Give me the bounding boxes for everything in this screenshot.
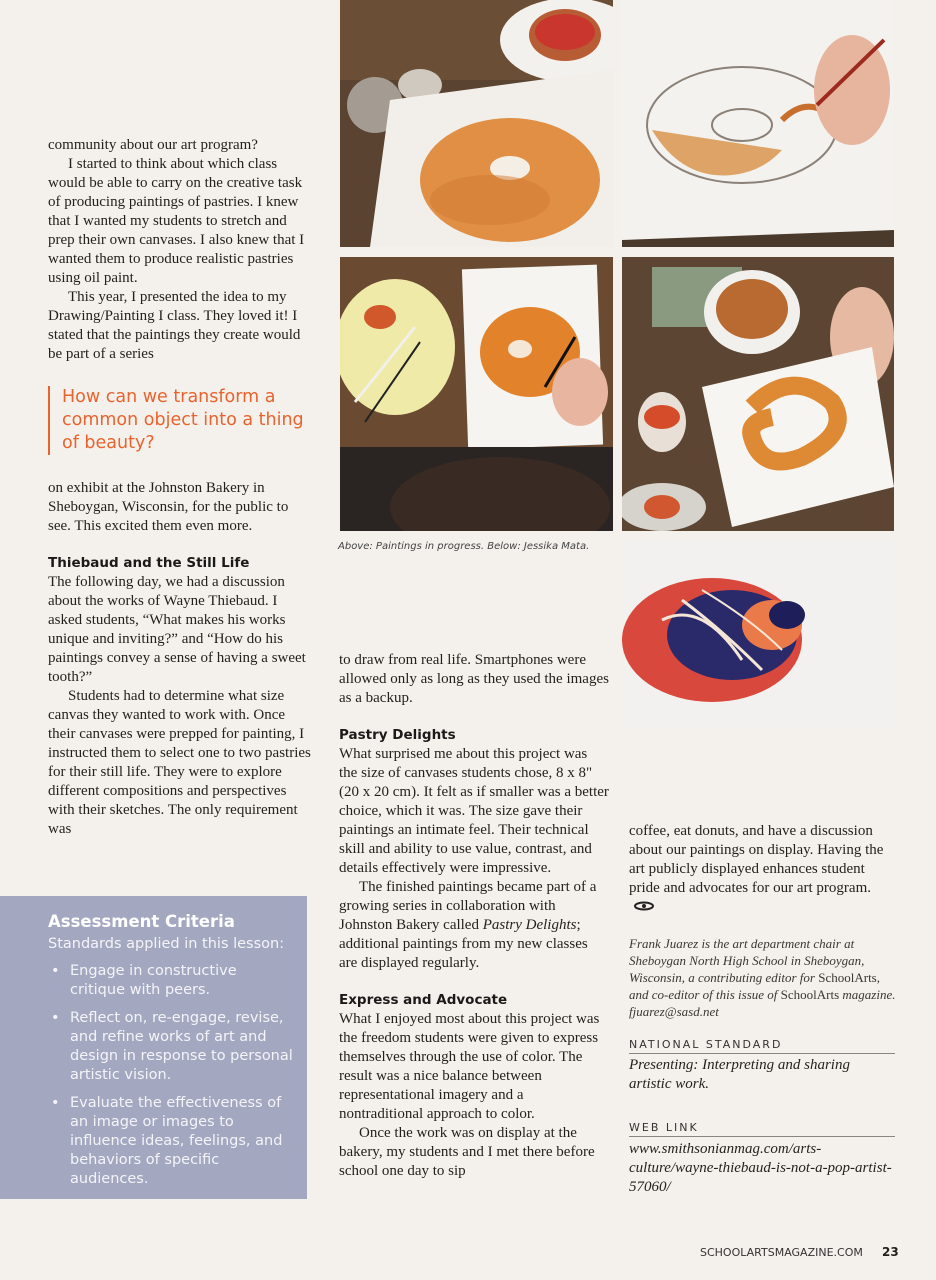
section-heading: Express and Advocate <box>339 992 508 1008</box>
paragraph <box>629 822 899 917</box>
paragraph: on exhibit at the Johnston Bakery in Sheboygan, Wisconsin, for the public to see. This excited them even more. <box>48 480 289 534</box>
assessment-criteria-box <box>0 896 307 1199</box>
photo-bagel-painting <box>340 0 613 247</box>
end-mark-icon <box>633 898 655 917</box>
national-standard-text: Presenting: Interpreting and sharing artistic work. <box>629 1057 850 1092</box>
assessment-subtitle: Standards applied in this lesson: <box>48 936 285 952</box>
text-span: Frank Juarez is the art department chair at Sheboygan North High School in Sheboygan, Wisconsin, a contributing editor for <box>629 936 865 985</box>
bullet-icon: • <box>51 1095 60 1111</box>
bullet-icon: • <box>51 1010 60 1026</box>
column-1-top <box>48 136 314 364</box>
paragraph: Students had to determine what size canvas they wanted to work with. Once their canvases were prepped for painting, I instructed them to select one to two pastries for their still life. They were to explore different compositions and perspectives with their sketches. The only requirement was <box>48 688 311 837</box>
author-bio <box>629 935 899 1020</box>
list-item-text: Reflect on, re-engage, revise, and refine works of art and design in response to personal artistic vision. <box>70 1010 293 1083</box>
paragraph: This year, I presented the idea to my Drawing/Painting I class. They loved it! I stated that the paintings they create would be part of a series <box>48 289 301 362</box>
magazine-name: SchoolArts <box>818 970 877 985</box>
text-span: ; additional paintings from my new classes are displayed regularly. <box>339 917 588 971</box>
paragraph: I started to think about which class would be able to carry on the creative task of producing paintings of pastries. I knew that I wanted my students to stretch and prep their own canvases. I also knew that I wanted them to produce realistic pastries using oil paint. <box>48 156 305 286</box>
list-item <box>48 1094 295 1189</box>
paragraph <box>339 878 609 973</box>
section-heading: Thiebaud and the Still Life <box>48 555 250 571</box>
magazine-name: SchoolArts <box>780 987 840 1002</box>
series-title: Pastry Delights <box>482 917 577 933</box>
list-item <box>48 962 295 1000</box>
paragraph: community about our art program? <box>48 137 258 153</box>
paragraph: What surprised me about this project was the size of canvases students chose, 8 x 8" (20 x 20 cm). It felt as if smaller was a better choice, which it was. The size gave their paintings an intimate feel. Their technical skill and ability to use value, contrast, and details effectively were impressive. <box>339 746 609 876</box>
photo-bundt-sketch <box>622 0 894 247</box>
column-3 <box>629 822 899 917</box>
list-item <box>48 1009 295 1085</box>
web-link-url[interactable]: www.smithsonianmag.com/arts-culture/wayne-thiebaud-is-not-a-pop-artist-57060/ <box>629 1141 892 1195</box>
bullet-icon: • <box>51 963 60 979</box>
list-item-text: Evaluate the effectiveness of an image or images to influence ideas, feelings, and behaviors of specific audiences. <box>70 1095 283 1187</box>
paragraph: Once the work was on display at the bakery, my students and I met there before school one day to sip <box>339 1125 595 1179</box>
photo-caption: Above: Paintings in progress. Below: Jessika Mata. <box>338 541 590 552</box>
text-span: magazine. fjuarez@sasd.net <box>629 987 896 1019</box>
footer-site: SCHOOLARTSMAGAZINE.COM <box>700 1246 863 1259</box>
section-heading: Pastry Delights <box>339 727 456 743</box>
photo-jessika-mata-painting <box>622 540 896 729</box>
photo-pretzel-painting <box>622 257 894 531</box>
photo-donut-painting <box>340 257 613 531</box>
column-1-bottom <box>48 479 314 839</box>
paragraph: The following day, we had a discussion about the works of Wayne Thiebaud. I asked students, “What makes his works unique and inviting?” and “How do his paintings convey a sense of having a sweet tooth?” <box>48 574 306 685</box>
assessment-list <box>48 962 295 1189</box>
page-number: 23 <box>882 1245 899 1259</box>
text-span: The finished paintings became part of a growing series in collaboration with Johnston Bakery called <box>339 879 597 933</box>
column-2 <box>339 651 609 1181</box>
text-span: , and co-editor of this issue of <box>629 970 880 1002</box>
text-span: coffee, eat donuts, and have a discussion about our paintings on display. Having the art publicly displayed enhances student pride and advocates for our art program. <box>629 823 884 896</box>
paragraph: What I enjoyed most about this project was the freedom students were given to express themselves through the use of color. The result was a nice balance between representational imagery and a nontraditional approach to color. <box>339 1011 600 1122</box>
assessment-title: Assessment Criteria <box>48 912 235 931</box>
list-item-text: Engage in constructive critique with peers. <box>70 963 237 998</box>
web-link-label: WEB LINK <box>629 1121 895 1137</box>
national-standard-label: NATIONAL STANDARD <box>629 1038 895 1054</box>
paragraph: to draw from real life. Smartphones were allowed only as long as they used the images as a backup. <box>339 652 609 706</box>
pull-quote: How can we transform a common object into a thing of beauty? <box>48 386 312 455</box>
